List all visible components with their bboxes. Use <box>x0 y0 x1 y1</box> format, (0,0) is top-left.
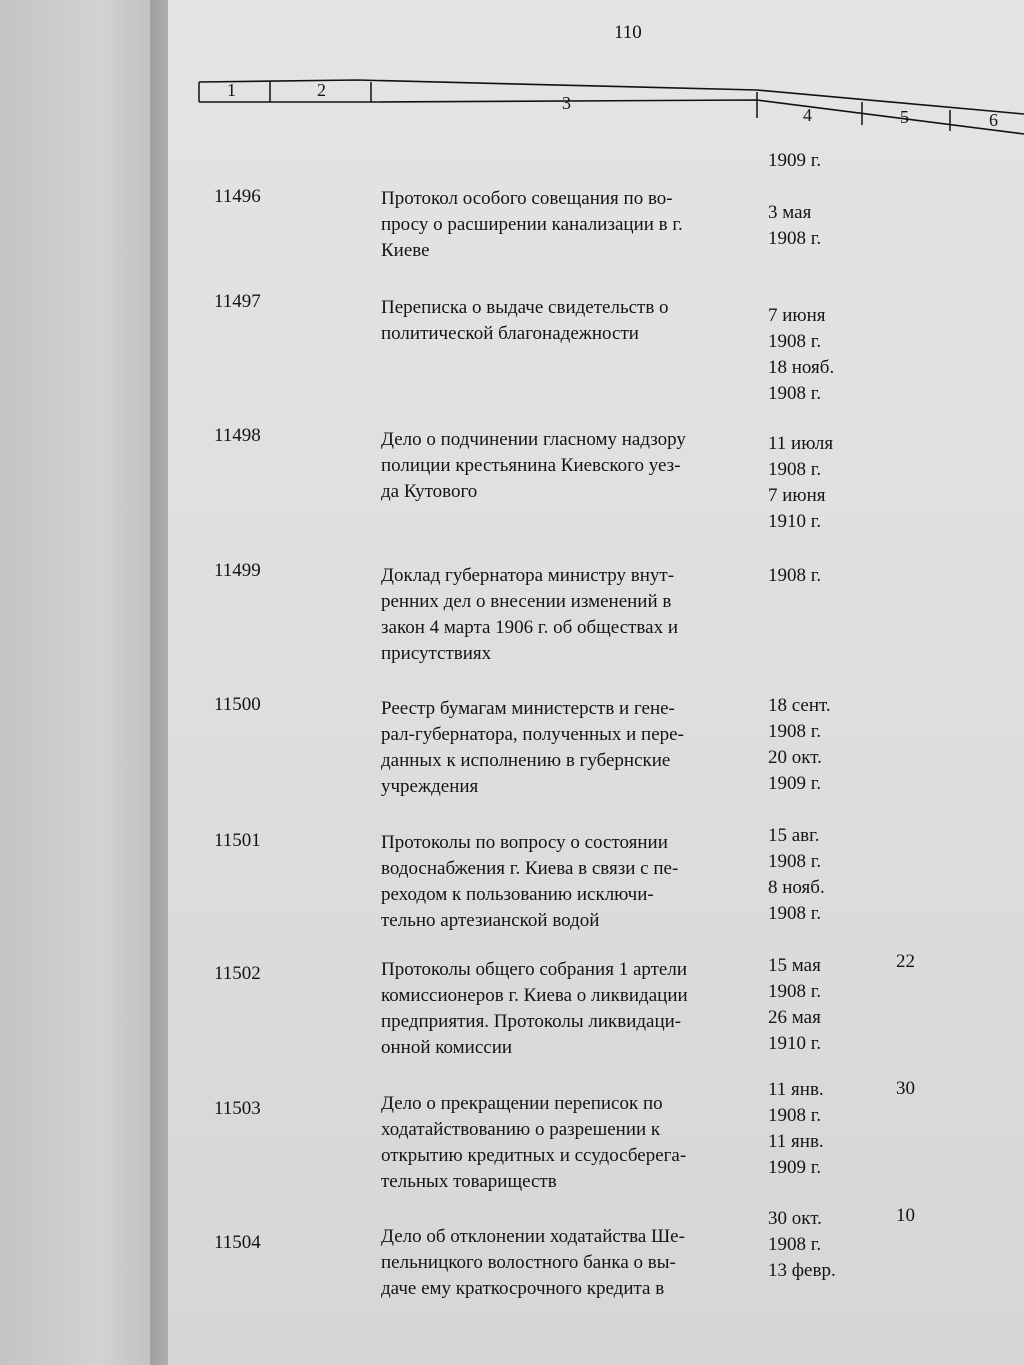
record-title: Дело о прекращении переписок по ходатайствованию о разрешении к открытию кредитных и ссудосберега- тельных товариществ <box>381 1093 687 1192</box>
record-title: Протоколы общего собрания 1 артели комиссионеров г. Киева о ликвидации предприятия. Протоколы ликвидаци- онной комиссии <box>381 959 688 1058</box>
record-number: 11502 <box>214 963 261 984</box>
record-dates: 11 янв. 1908 г. 11 янв. 1909 г. <box>768 1079 824 1178</box>
record-number: 11497 <box>214 291 261 312</box>
column-header <box>197 60 1024 170</box>
record-dates: 11 июля 1908 г. 7 июня 1910 г. <box>768 433 834 532</box>
column-2-label: 2 <box>317 80 326 100</box>
record-number: 11498 <box>214 425 261 446</box>
record-sheets: 22 <box>896 951 915 972</box>
column-6-label: 6 <box>989 110 998 130</box>
record-dates: 3 мая 1908 г. <box>768 202 822 249</box>
record-title: Реестр бумагам министерств и гене- рал-губернатора, полученных и пере- данных к исполнению в губернские учреждения <box>381 698 684 797</box>
record-number: 11503 <box>214 1098 261 1119</box>
record-dates: 1908 г. <box>768 565 822 586</box>
record-title: Доклад губернатора министру внут- ренних дел о внесении изменений в закон 4 марта 1906 г. об обществах и присутствиях <box>381 565 678 664</box>
record-dates: 15 авг. 1908 г. 8 нояб. 1908 г. <box>768 825 825 924</box>
record-sheets: 30 <box>896 1078 915 1099</box>
record-title: Протокол особого совещания по во- просу о расширении канализации в г. Киеве <box>381 188 683 261</box>
record-number: 11499 <box>214 560 261 581</box>
record-title: Дело об отклонении ходатайства Ше- пельницкого волостного банка о вы- даче ему краткосрочного кредита в <box>381 1226 685 1299</box>
record-number: 11500 <box>214 694 261 715</box>
page-number: 110 <box>614 22 642 43</box>
record-number: 11501 <box>214 830 261 851</box>
column-5-label: 5 <box>900 107 909 127</box>
record-sheets: 10 <box>896 1205 915 1226</box>
record-dates: 15 мая 1908 г. 26 мая 1910 г. <box>768 955 822 1054</box>
record-dates: 18 сент. 1908 г. 20 окт. 1909 г. <box>768 695 831 794</box>
record-title: Дело о подчинении гласному надзору полиции крестьянина Киевского уез- да Кутового <box>381 429 686 502</box>
record-title: Протоколы по вопросу о состоянии водоснабжения г. Киева в связи с пе- реходом к пользованию исключи- тельно артезианской водой <box>381 832 679 931</box>
column-3-label: 3 <box>562 93 571 113</box>
facing-page <box>0 0 168 1365</box>
column-1-label: 1 <box>227 80 236 100</box>
record-title: Переписка о выдаче свидетельств о политической благонадежности <box>381 297 669 344</box>
column-4-label: 4 <box>803 105 812 125</box>
record-number: 11496 <box>214 186 261 207</box>
record-number: 11504 <box>214 1232 261 1253</box>
record-dates: 7 июня 1908 г. 18 нояб. 1908 г. <box>768 305 835 404</box>
carryover-date: 1909 г. <box>768 150 822 171</box>
record-dates: 30 окт. 1908 г. 13 февр. <box>768 1208 836 1281</box>
